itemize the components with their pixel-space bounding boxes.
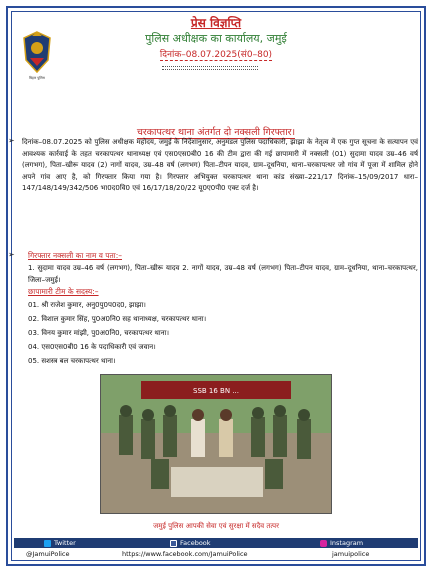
tagline: जमुई पुलिस आपकी सेवा एवं सुरक्षा में सदैव तत्पर <box>153 522 279 530</box>
team-member: 04. एस0एस0बी0 16 के पदाधिकारी एवं जवान। <box>28 343 156 351</box>
header-divider <box>162 66 258 67</box>
bullet-arrow-icon: ➢ <box>8 136 15 145</box>
twitter-label: Twitter <box>54 539 76 547</box>
instagram-label-cell <box>320 538 363 548</box>
body-paragraph: दिनांक–08.07.2025 को पुलिस अधीक्षक महोदय, जमुई के निर्देशानुसार, अनुमंडल पुलिस पदाधिकारी, झाझा के नेतृत्व में एक गुप्त सूचना के सत्यापन एवं आवश्यक कार्रवाई के तहत चरकापत्थर थानाध्यक्ष एवं एस0एस0बी0 16 की टीम द्वारा की गई छापामारी में नक्सली (01) सुदामा यादव उम्र–46 वर्ष (लगभग), पिता–खीरू यादव (2) नागों यादव, उम्र–48 वर्ष (लगभग) पिता–टीपन यादव, ग्राम–दूधनिया, थाना–चरकापत्थर जो गांव में पूजा में शामिल होने अपने गांव आए है, को गिरफ्तार किया गया है। गिरफ्तार अभियुक्त चरकापत्थर थाना कांड संख्या–221/17 दिनांक–15/09/2017 धारा–147/148/149/342/506 भा0द0वि0 एवं 16/17/18/20/22 यू0ए0पी0 एक्ट दर्ज है। <box>22 138 418 193</box>
team-member: 05. सशस्त्र बल चरकापत्थर थाना। <box>28 357 116 365</box>
facebook-label: Facebook <box>180 539 211 547</box>
twitter-icon <box>44 540 51 547</box>
team-member: 02. विशाल कुमार सिंह, पु0अ0नि0 सह थानाध्यक्ष, चरकापत्थर थाना। <box>28 315 207 323</box>
social-footer <box>14 538 418 562</box>
instagram-label: Instagram <box>330 539 364 547</box>
instagram-icon <box>320 540 327 547</box>
date-reference-text: दिनांक–08.07.2025(सं0–80) <box>159 50 273 60</box>
instagram-handle[interactable]: jamuipolice <box>332 550 370 558</box>
team-heading: छापामारी टीम के सदस्य:– <box>28 287 99 296</box>
arrested-heading: गिरफ्तार नक्सली का नाम व पता:– <box>28 251 122 260</box>
twitter-label-cell <box>44 538 76 548</box>
photo-banner: SSB 16 BN ... <box>193 387 239 395</box>
date-reference <box>0 47 432 60</box>
arrested-details: 1. सुदामा यादव उम्र–46 वर्ष (लगभग), पिता–खीरू यादव 2. नागों यादव, उम्र–48 वर्ष (लगभग) पिता–टीपन यादव, ग्राम–दूधनिया, थाना–चरकापत्थर, जिला–जमुई। <box>28 264 418 284</box>
header-divider-2 <box>162 69 258 70</box>
group-photo <box>100 374 332 514</box>
office-name: पुलिस अधीक्षक का कार्यालय, जमुई <box>145 32 287 45</box>
press-release-title: प्रेस विज्ञप्ति <box>190 16 242 30</box>
twitter-handle[interactable]: @JamuiPolice <box>26 550 70 558</box>
group-photo-illustration <box>101 375 332 514</box>
social-handles <box>14 549 418 560</box>
facebook-url[interactable]: https://www.facebook.com/JamuiPolice <box>122 550 248 558</box>
team-list <box>28 298 206 368</box>
headline-text: चरकापत्थर थाना अंतर्गत दो नक्सली गिरफ्तार। <box>136 127 296 138</box>
team-member: 01. श्री राजेश कुमार, अनु0पु0प0द0, झाझा। <box>28 301 146 309</box>
bullet-arrow-icon: ➢ <box>8 250 15 259</box>
facebook-label-cell <box>170 538 211 548</box>
logo-caption: बिहार पुलिस <box>29 76 45 80</box>
team-member: 03. विनय कुमार मांझी, पु0अ0नि0, चरकापत्थर थाना। <box>28 329 170 337</box>
facebook-icon <box>170 540 177 547</box>
